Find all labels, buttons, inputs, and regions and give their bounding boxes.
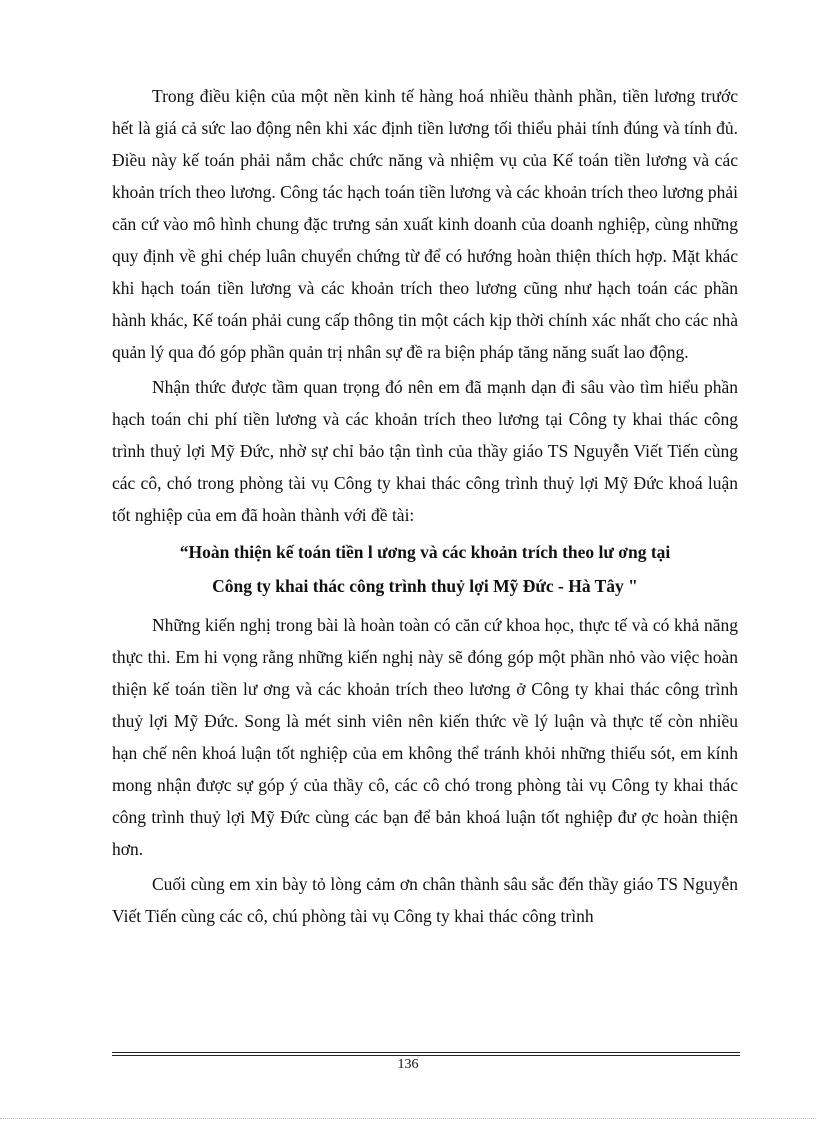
footer-rule-top	[112, 1052, 740, 1053]
paragraph-acknowledgement: Cuối cùng em xin bày tỏ lòng cảm ơn chân thành sâu sắc đến thầy giáo TS Nguyễn Viết Tiến cùng các cô, chú phòng tài vụ Công ty khai thác công trình	[112, 874, 738, 926]
paragraph-recommendations: Những kiến nghị trong bài là hoàn toàn có căn cứ khoa học, thực tế và có khả năng thực thi. Em hi vọng rằng những kiến nghị này sẽ đóng góp một phần nhỏ vào việc hoàn thiện kế toán tiền lư ơng và các khoản trích theo lương ở Công ty khai thác công trình thuỷ lợi Mỹ Đức. Song là mét sinh viên nên kiến thức về lý luận và thực tế còn nhiều hạn chế nên khoá luận tốt nghiệp của em không thể tránh khỏi những thiếu sót, em kính mong nhận được sự góp ý của thầy cô, các cô chó trong phòng tài vụ Công ty khai thác công trình thuỷ lợi Mỹ Đức cùng các bạn để bản khoá luận tốt nghiệp đư ợc hoàn thiện hơn.	[112, 615, 738, 859]
footer-rule-bottom	[112, 1055, 740, 1056]
body-text	[112, 80, 738, 932]
thesis-title-line-2: Công ty khai thác công trình thuỷ lợi Mỹ Đức - Hà Tây "	[212, 576, 638, 596]
page-edge-divider	[0, 1118, 816, 1119]
thesis-title-line-1: “Hoàn thiện kế toán tiền l ương và các khoản trích theo lư ơng tại	[179, 542, 671, 562]
page-number: 136	[397, 1057, 419, 1072]
thesis-title	[112, 535, 738, 603]
paragraph-research: Nhận thức được tầm quan trọng đó nên em đã mạnh dạn đi sâu vào tìm hiểu phần hạch toán chi phí tiền lương và các khoản trích theo lương tại Công ty khai thác công trình thuỷ lợi Mỹ Đức, nhờ sự chỉ bảo tận tình của thầy giáo TS Nguyễn Viết Tiến cùng các cô, chó trong phòng tài vụ Công ty khai thác công trình thuỷ lợi Mỹ Đức khoá luận tốt nghiệp của em đã hoàn thành với đề tài:	[112, 377, 738, 525]
paragraph-intro: Trong điều kiện của một nền kinh tế hàng hoá nhiều thành phần, tiền lương trước hết là giá cả sức lao động nên khi xác định tiền lương tối thiểu phải tính đúng và tính đủ. Điều này kế toán phải nắm chắc chức năng và nhiệm vụ của Kế toán tiền lương và các khoản trích theo lương. Công tác hạch toán tiền lương và các khoản trích theo lương phải căn cứ vào mô hình chung đặc trưng sản xuất kinh doanh của doanh nghiệp, cùng những quy định về ghi chép luân chuyển chứng từ để có hướng hoàn thiện thích hợp. Mặt khác khi hạch toán tiền lương và các khoản trích theo lương cũng như hạch toán các phần hành khác, Kế toán phải cung cấp thông tin một cách kịp thời chính xác nhất cho các nhà quản lý qua đó góp phần quản trị nhân sự đề ra biện pháp tăng năng suất lao động.	[112, 86, 738, 362]
